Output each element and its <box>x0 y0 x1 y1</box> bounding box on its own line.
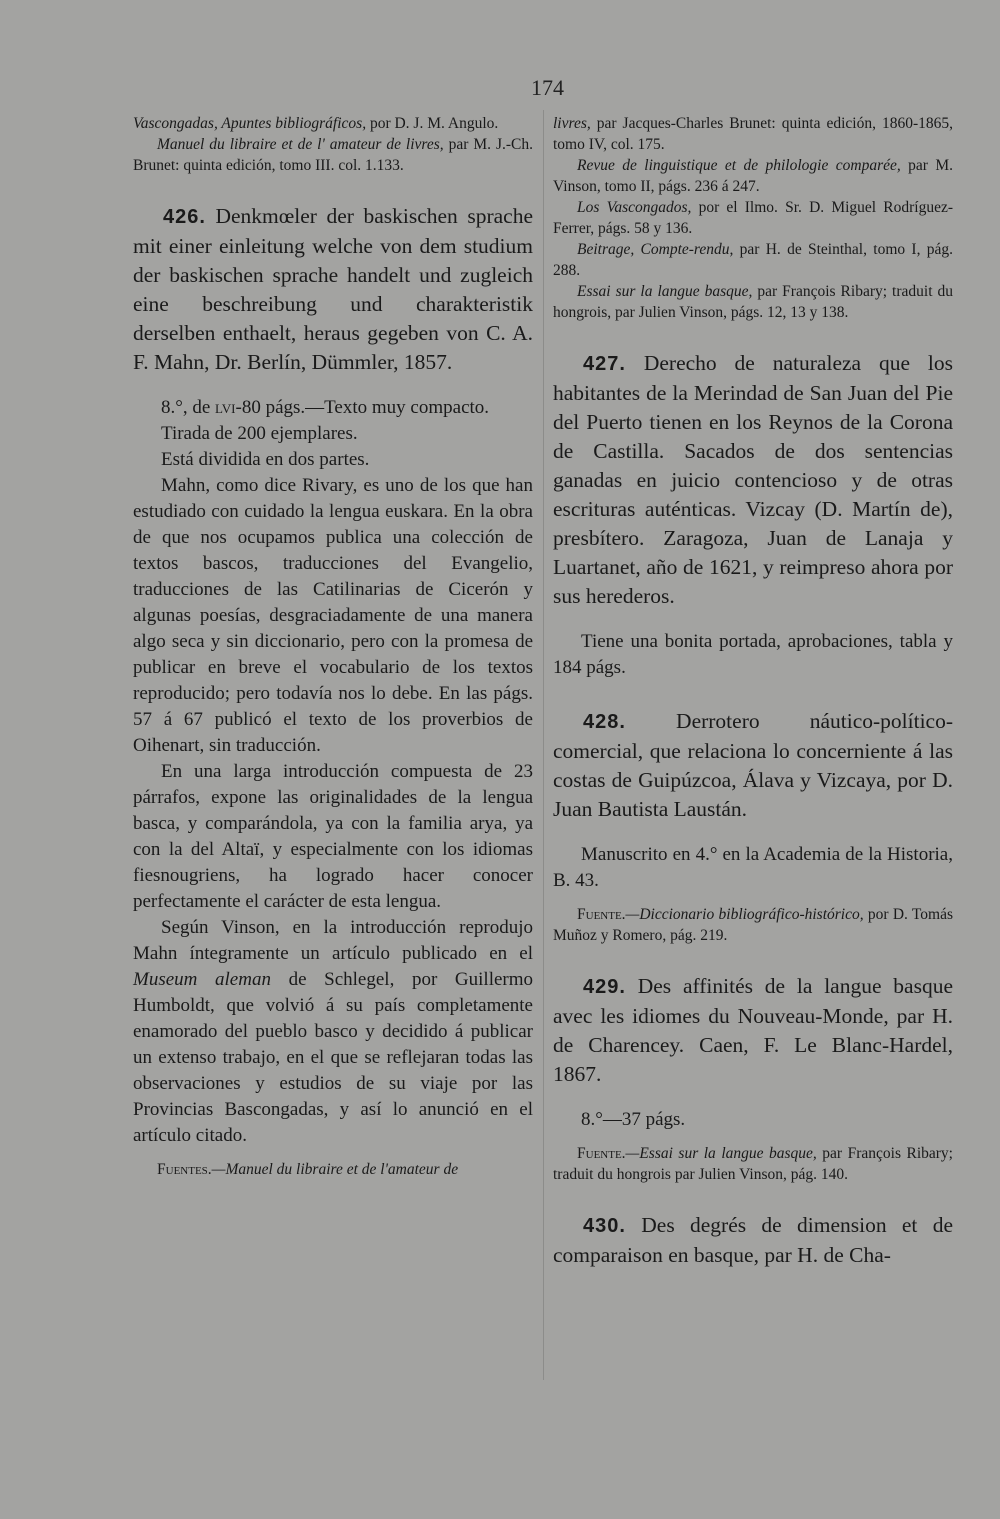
entry-428-title: 428. Derrotero náutico-político-comercial, que relaciona lo concerniente á las costas de Guipúzcoa, Álava y Vizcaya, por D. Juan Bautista Laustán. <box>553 709 954 821</box>
reference-line: Los Vascongados, por el Ilmo. Sr. D. Miguel Rodríguez-Ferrer, págs. 58 y 136. <box>553 199 953 237</box>
reference-line: Vascongadas, Apuntes bibliográficos, por D. J. M. Angulo. <box>133 115 499 132</box>
page-number: 174 <box>531 75 564 100</box>
reference-line: livres, par Jacques-Charles Brunet: quinta edición, 1860-1865, tomo IV, col. 175. <box>553 115 953 153</box>
entry-426-title: 426. Denkmœler der baskischen sprache mit einer einleitung welche von dem studium der baskischen sprache handelt und zugleich eine beschreibung und charakteristik derselben enthaelt, heraus gegeben von C. A. F. Mahn, Dr. Berlín, Dümmler, 1857. <box>133 204 533 374</box>
entry-427-body: Tiene una bonita portada, aprobaciones, tabla y 184 págs. <box>553 631 953 678</box>
reference-line: Revue de linguistique et de philologie comparée, par M. Vinson, tomo II, págs. 236 á 247. <box>553 157 953 195</box>
column-divider <box>543 110 544 1380</box>
entry-426-paragraph: En una larga introducción compuesta de 23 párrafos, expone las originalidades de la lengua basca, y comparándola, ya con la familia arya, ya con la del Altaï, y especialmente con los idiomas fiesnougriens, ha logrado hacer conocer perfectamente el carácter de esta lengua. <box>133 761 533 912</box>
reference-line: Manuel du libraire et de l' amateur de livres, par M. J.-Ch. Brunet: quinta edición, tomo III. col. 1.133. <box>133 136 533 174</box>
entry-428-body: Manuscrito en 4.° en la Academia de la Historia, B. 43. <box>553 844 953 891</box>
entry-426-paragraph: Según Vinson, en la introducción reprodujo Mahn íntegramente un artículo publicado en el Museum aleman de Schlegel, por Guillermo Humboldt, que volvió á su país completamente enamorado del pueblo basco y decidido á publicar un extenso trabajo, en el que se reflejaran todas las observaciones y estudios de su viaje por las Provincias Bascongadas, y así lo anunció en el artículo citado. <box>133 917 534 1146</box>
entry-429-source: Fuente.—Essai sur la langue basque, par François Ribary; traduit du hongrois par Julien Vinson, pág. 140. <box>553 1145 953 1183</box>
entry-number: 430. <box>583 1215 626 1237</box>
reference-line: Beitrage, Compte-rendu, par H. de Steinthal, tomo I, pág. 288. <box>553 241 953 279</box>
entry-number: 426. <box>163 206 206 228</box>
entry-426-paragraph: Mahn, como dice Rivary, es uno de los que han estudiado con cuidado la lengua euskara. En la obra de que nos ocupamos publica una colección de textos bascos, traducciones del Evangelio, traducciones de las Catilinarias de Cicerón y algunas poesías, desgraciadamente de una manera algo seca y sin diccionario, pero con la promesa de publicar en breve el vocabulario de los textos reproducido; pero todavía nos lo debe. En las págs. 57 á 67 publicó el texto de los proverbios de Oihenart, sin traducción. <box>133 475 533 756</box>
entry-429-title: 429. Des affinités de la langue basque avec les idiomes du Nouveau-Monde, par H. de Charencey. Caen, F. Le Blanc-Hardel, 1867. <box>553 974 954 1086</box>
entry-number: 427. <box>583 353 626 375</box>
entry-426-sources: Fuentes.—Manuel du libraire et de l'amateur de <box>157 1161 459 1178</box>
entry-426-format: 8.°, de lvi-80 págs.—Texto muy compacto. <box>161 397 490 418</box>
left-column <box>133 113 533 1180</box>
entry-426-paragraph: Tirada de 200 ejemplares. <box>161 423 358 444</box>
entry-427-title: 427. Derecho de naturaleza que los habitantes de la Merindad de San Juan del Pie del Puerto tienen en los Reynos de la Corona de Castilla. Sacados de dos sentencias ganadas en juicio contencioso y de otras escrituras auténticas. Vizcay (D. Martín de), presbítero. Zaragoza, Juan de Lanaja y Luartanet, año de 1621, y reimpreso ahora por sus herederos. <box>553 351 954 608</box>
entry-428-source: Fuente.—Diccionario bibliográfico-histórico, por D. Tomás Muñoz y Romero, pág. 219. <box>553 906 953 944</box>
right-column <box>553 113 953 1270</box>
entry-429-body: 8.°—37 págs. <box>581 1109 686 1130</box>
entry-number: 429. <box>583 976 626 998</box>
entry-430-title: 430. Des degrés de dimension et de comparaison en basque, par H. de Cha- <box>553 1213 954 1267</box>
entry-426-paragraph: Está dividida en dos partes. <box>161 449 370 470</box>
reference-line: Essai sur la langue basque, par François Ribary; traduit du hongrois, par Julien Vinson, págs. 12, 13 y 138. <box>553 283 953 321</box>
entry-number: 428. <box>583 711 626 733</box>
